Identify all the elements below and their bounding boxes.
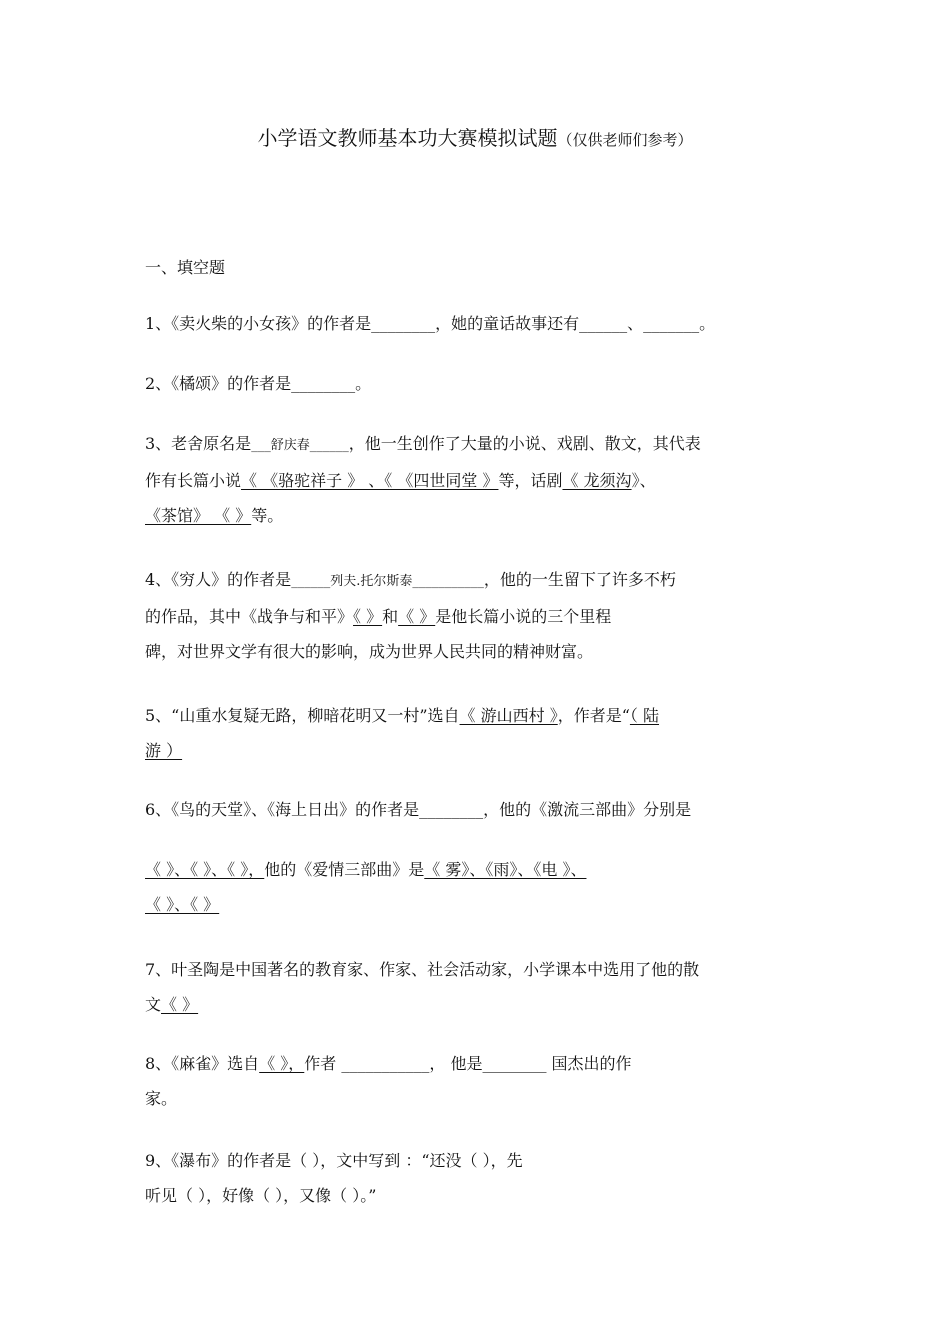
- question-6-line-3: [145, 887, 810, 922]
- question-3-line-1: [145, 426, 810, 463]
- question-8-line-2: 家。: [145, 1089, 178, 1108]
- question-7: [145, 952, 810, 1022]
- question-3-line-3: [145, 498, 810, 533]
- question-7-line-1: 7、叶圣陶是中国著名的教育家、作家、社会活动家，小学课本中选用了他的散: [145, 960, 700, 979]
- q8-text: 8、《麻雀》选自: [145, 1054, 260, 1073]
- question-7-line-2: [145, 987, 810, 1022]
- question-8: [145, 1046, 810, 1116]
- q3-answer-novels: 《 《骆驼祥子 》 、《 《四世同堂 》: [241, 471, 499, 490]
- title-main: 小学语文教师基本功大赛模拟试题: [257, 126, 558, 150]
- question-2: [145, 366, 810, 401]
- question-4-line-1: [145, 562, 810, 599]
- question-6-line-2: [145, 852, 810, 887]
- q5-text: ，作者是“: [557, 706, 630, 725]
- section-heading: 一、填空题: [145, 258, 226, 277]
- q3-text: 等。: [251, 506, 284, 525]
- q3-answer-name: ___舒庆春______: [251, 438, 349, 453]
- q3-text: 》、: [631, 471, 656, 490]
- question-5-line-2: [145, 733, 810, 768]
- question-4-line-3: 碑，对世界文学有很大的影响，成为世界人民共同的精神财富。: [145, 642, 594, 661]
- q4-text: 的作品，其中《战争与和平》: [145, 607, 354, 626]
- q4-text: 和: [382, 607, 399, 626]
- question-4-line-2: [145, 599, 810, 634]
- q3-text: ，他一生创作了大量的小说、戏剧、散文，其代表: [348, 434, 701, 453]
- q6-blank: 《 》、《 》: [145, 895, 220, 914]
- question-3: [145, 426, 810, 533]
- q3-blank: 》 《 》: [193, 506, 252, 525]
- q3-answer-play: 《 龙须沟: [562, 471, 632, 490]
- question-6-continued: [145, 852, 810, 922]
- question-2-text: 2、《橘颂》的作者是________。: [145, 374, 372, 393]
- q6-text: 他的《爱情三部曲》是: [264, 860, 425, 879]
- q6-blank-trilogy-1: 《 》、《 》、《 》，: [145, 860, 265, 879]
- q3-text: 3、老舍原名是: [145, 434, 252, 453]
- question-8-line-1: [145, 1046, 810, 1081]
- question-3-line-2: [145, 463, 810, 498]
- title-note: （仅供老师们参考）: [557, 131, 693, 149]
- q5-answer-poem: 《 游山西村 》: [459, 706, 558, 725]
- q8-blank: 《 》，: [259, 1054, 305, 1073]
- q5-answer-author: （ 陆: [629, 706, 660, 725]
- q7-text: 文: [145, 995, 162, 1014]
- q4-answer-author: ______列夫.托尔斯泰___________: [291, 574, 484, 589]
- q8-text: 作者 ___________， 他是________ 国杰出的作: [304, 1054, 632, 1073]
- q6-answer-trilogy-2: 《 雾》、《雨》、《电 》、: [424, 860, 587, 879]
- q4-text: 4、《穷人》的作者是: [145, 570, 292, 589]
- document-title: [0, 122, 950, 151]
- question-9-line-1: 9、《瀑布》的作者是（ ），文中写到 ：“还没（ ），先: [145, 1151, 523, 1170]
- question-4: [145, 562, 810, 669]
- q5-text: 5、“山重水复疑无路，柳暗花明又一村”选自: [145, 706, 460, 725]
- q3-text: 等，话剧: [498, 471, 563, 490]
- question-1-text: 1、《卖火柴的小女孩》的作者是________，她的童话故事还有______、_______。: [145, 314, 716, 333]
- question-9-line-2: 听见（ ），好像（ ），又像（ ）。”: [145, 1186, 377, 1205]
- q4-blank: 《 》: [398, 607, 436, 626]
- question-6: [145, 792, 810, 827]
- q3-text: 作有长篇小说: [145, 471, 242, 490]
- question-6-line-1: 6、《鸟的天堂》、《海上日出》的作者是________，他的《激流三部曲》分别是: [145, 800, 692, 819]
- question-5: [145, 698, 810, 768]
- q4-text: 是他长篇小说的三个里程: [435, 607, 612, 626]
- question-1: [145, 306, 810, 341]
- q7-blank: 《 》: [161, 995, 199, 1014]
- question-9: [145, 1143, 810, 1213]
- q3-answer-play-2: 《茶馆: [145, 506, 194, 525]
- q4-blank: 《 》: [353, 607, 383, 626]
- q5-answer-author-cont: 游 ）: [145, 741, 183, 760]
- question-5-line-1: [145, 698, 810, 733]
- q4-text: ，他的一生留下了许多不朽: [483, 570, 676, 589]
